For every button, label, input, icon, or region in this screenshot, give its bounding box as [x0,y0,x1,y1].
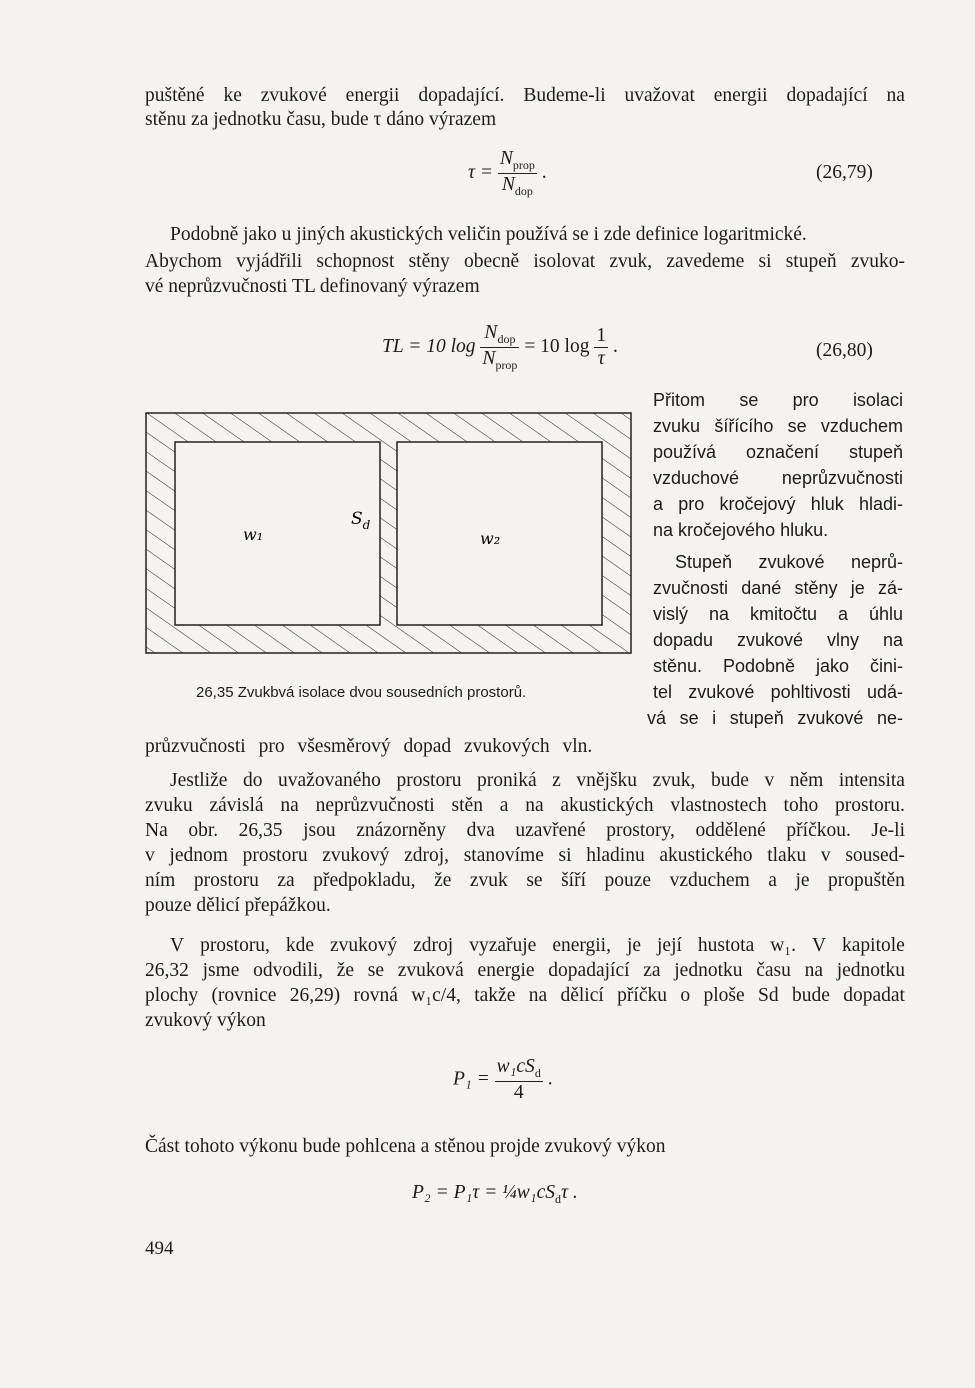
text-line: zvukový výkon [145,1010,266,1031]
fraction [594,325,608,370]
eq-tail: τ . [561,1182,578,1203]
text-line: zvuku šířícího se vzduchem [653,416,903,436]
fraction [495,1056,543,1104]
fraction [480,322,519,373]
text-line: zvuku závislá na neprůzvučnosti stěn a na akustických vlastnostech toho prostoru. [145,795,905,816]
text-line: vzduchové neprůzvučnosti [653,468,903,488]
text-line: a pro kročejový hluk hladi- [653,494,903,514]
text-line: Přitom se pro isolaci [653,390,903,410]
text-line: ním prostoru za předpokladu, že zvuk se šíří pouze vzduchem a je propuštěn [145,870,905,891]
text-line: pouze dělicí přepážkou. [145,895,331,916]
text-line: plochy (rovnice 26,29) rovná w₁c/4, takže na dělicí příčku o ploše Sd bude dopadat [145,985,905,1006]
eq-num: N [484,322,498,343]
eq-num-sub: dop [497,331,516,346]
equation-number: (26,79) [816,162,873,183]
eq-den: N [482,347,496,369]
page-number: 494 [145,1238,174,1259]
text-line: Část tohoto výkonu bude pohlcena a stěnou projde zvukový výkon [145,1136,666,1157]
eq-den-sub: dop [514,183,533,198]
eq-num2: 1 [596,324,607,346]
text-line: Stupeň zvukové neprů- [675,552,903,572]
text-line: Na obr. 26,35 jsou znázorněny dva uzavřené prostory, oddělené příčkou. Je-li [145,820,905,841]
text-line: stěnu. Podobně jako čini- [653,656,903,676]
text-line: Jestliže do uvažovaného prostoru proniká z vnějšku zvuk, bude v něm intensita [170,770,905,791]
text-line: dopadu zvukové vlny na [653,630,903,650]
text-line: stěnu za jednotku času, bude τ dáno výrazem [145,109,497,130]
text-line: 26,32 jsme odvodili, že se zvuková energie dopadající za jednotku času na jednotku [145,960,905,981]
text-line: vá se i stupeň zvukové ne- [647,708,903,728]
text-line: puštěné ke zvukové energii dopadající. Budeme-li uvažovat energii dopadající na [145,85,905,106]
text-line: V prostoru, kde zvukový zdroj vyzařuje energii, je její hustota w₁. V kapitole [170,935,905,956]
text-line: používá označení stupeň [653,442,903,462]
eq-den: 4 [513,1081,524,1103]
room-left [175,442,380,625]
eq-lhs: τ = [468,161,494,183]
figure-caption: 26,35 Zvukbvá isolace dvou sousedních prostorů. [196,684,527,701]
text-line: v jednom prostoru zvukový zdroj, stanovíme si hladinu akustického tlaku v soused- [145,845,905,866]
label-sd: $S_d$ [351,509,371,532]
equation-26-79 [468,148,547,199]
equation-p2 [412,1182,578,1207]
eq-num: w₁cS [496,1056,535,1077]
equation-number: (26,80) [816,340,873,361]
equation-p1 [453,1056,553,1104]
eq-tail: . [612,335,618,357]
eq-num: N [499,148,513,169]
eq-tail: . [541,161,547,183]
eq-sub: d [555,1191,561,1206]
figure-rooms-diagram [145,412,635,657]
eq-lhs: TL = 10 log [382,335,476,357]
label-w2: w₂ [480,529,501,548]
label-w1: w₁ [243,525,264,544]
eq-text: P₂ = P₁τ = ¼w₁cS [412,1182,555,1203]
text-line: průzvučnosti pro všesměrový dopad zvukových vln. [145,736,593,757]
text-line: zvučnosti dané stěny je zá- [653,578,903,598]
eq-den2: τ [597,347,605,369]
text-line: vé neprůzvučnosti TL definovaný výrazem [145,276,480,297]
eq-den-sub: prop [495,357,518,372]
eq-lhs: P₁ = [453,1068,490,1090]
eq-den: N [501,173,515,195]
text-line: na kročejového hluku. [653,520,829,540]
equation-26-80 [382,322,618,373]
text-line: vislý na kmitočtu a úhlu [653,604,903,624]
fraction [498,148,537,199]
text-line: Podobně jako u jiných akustických veličin používá se i zde definice logaritmické. [170,224,807,245]
eq-num-sub: prop [512,157,535,172]
eq-num-sub: d [534,1065,541,1080]
eq-mid: = 10 log [524,335,590,357]
text-line: Abychom vyjádřili schopnost stěny obecně isolovat zvuk, zavedeme si stupeň zvuko- [145,251,905,272]
text-line: tel zvukové pohltivosti udá- [653,682,903,702]
eq-tail: . [547,1068,553,1090]
